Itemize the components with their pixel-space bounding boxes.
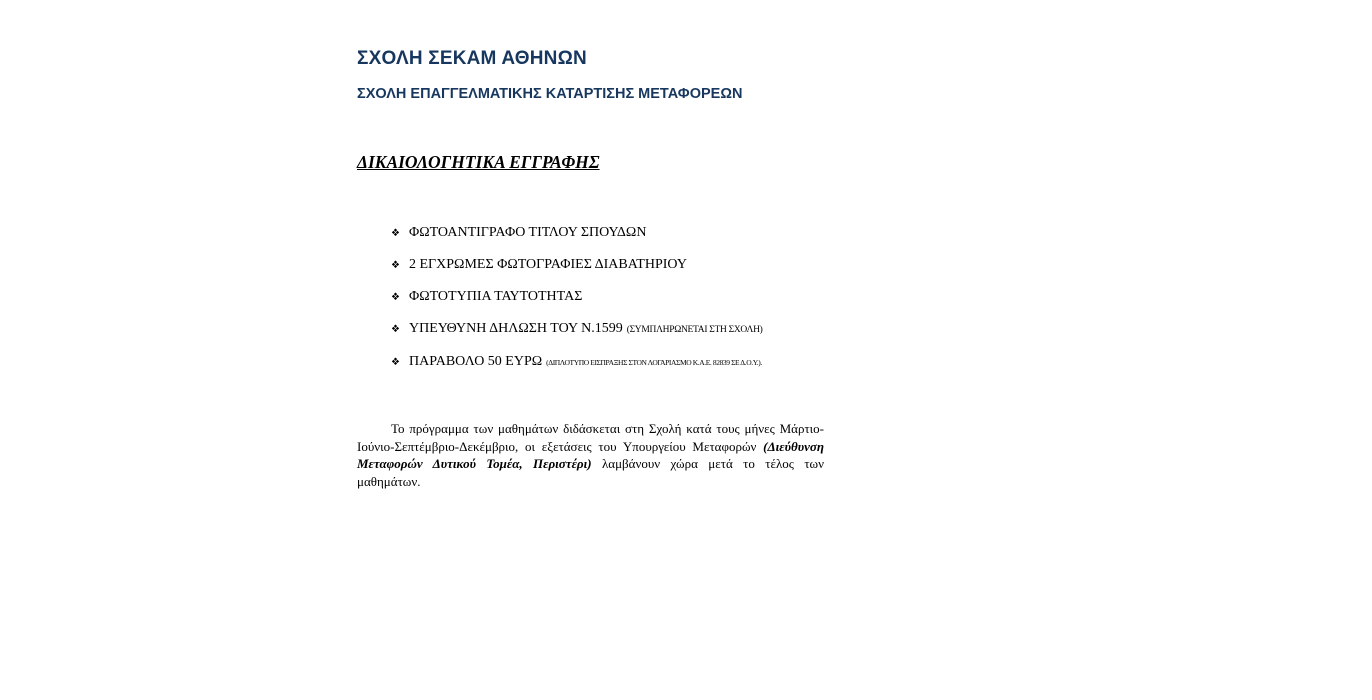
school-name: ΣΧΟΛΗ ΣΕΚΑΜ ΑΘΗΝΩΝ xyxy=(357,48,587,69)
program-text-after: λαμβάνουν χώρα μετά το τέλος των μαθημάτων. xyxy=(357,456,824,489)
requirement-text: ΦΩΤΟΑΝΤΙΓΡΑΦΟ ΤΙΤΛΟΥ ΣΠΟΥΔΩΝ xyxy=(409,225,647,240)
requirement-text: ΥΠΕΥΘΥΝΗ ΔΗΛΩΣΗ ΤΟΥ Ν.1599 xyxy=(409,321,623,336)
diamond-bullet-icon: ❖ xyxy=(391,324,400,335)
list-item xyxy=(391,257,824,279)
program-text-before: Το πρόγραμμα των μαθημάτων διδάσκεται στη Σχολή κατά τους μήνες Μάρτιο-Ιούνιο-Σεπτέμβριο-Δεκέμβριο, οι εξετάσεις του Υπουργείου Μεταφορών xyxy=(357,421,824,454)
list-item xyxy=(391,321,824,343)
diamond-bullet-icon: ❖ xyxy=(391,260,400,271)
diamond-bullet-icon: ❖ xyxy=(391,357,400,368)
diamond-bullet-icon: ❖ xyxy=(391,228,400,239)
list-item xyxy=(391,289,824,311)
program-emphasis: (Διεύθυνση Μεταφορών Δυτικού Τομέα, Περιστέρι) xyxy=(357,438,824,471)
requirements-heading: ΔΙΚΑΙΟΛΟΓΗΤΙΚΑ ΕΓΓΡΑΦΗΣ xyxy=(357,152,600,172)
school-full-name: ΣΧΟΛΗ ΕΠΑΓΓΕΛΜΑΤΙΚΗΣ ΚΑΤΑΡΤΙΣΗΣ ΜΕΤΑΦΟΡΕΩΝ xyxy=(357,86,743,102)
diamond-bullet-icon: ❖ xyxy=(391,292,400,303)
requirement-text: ΦΩΤΟΤΥΠΙΑ ΤΑΥΤΟΤΗΤΑΣ xyxy=(409,289,583,304)
requirement-text: ΠΑΡΑΒΟΛΟ 50 ΕΥΡΩ xyxy=(409,354,543,369)
list-item xyxy=(391,354,824,376)
list-item xyxy=(391,225,824,247)
requirements-list xyxy=(357,225,824,376)
program-paragraph xyxy=(357,420,824,490)
requirement-text: 2 ΕΓΧΡΩΜΕΣ ΦΩΤΟΓΡΑΦΙΕΣ ΔΙΑΒΑΤΗΡΙΟΥ xyxy=(409,257,687,272)
requirement-note: (ΔΙΠΛΟΤΥΠΟ ΕΙΣΠΡΑΞΗΣ ΣΤΟΝ ΛΟΓΑΡΙΑΣΜΟ Κ.Α.Ε. 82839 ΣΕ Δ.Ο.Υ.). xyxy=(546,358,762,367)
requirement-note: (ΣΥΜΠΛΗΡΩΝΕΤΑΙ ΣΤΗ ΣΧΟΛΗ) xyxy=(626,325,763,335)
document-content xyxy=(357,48,824,490)
